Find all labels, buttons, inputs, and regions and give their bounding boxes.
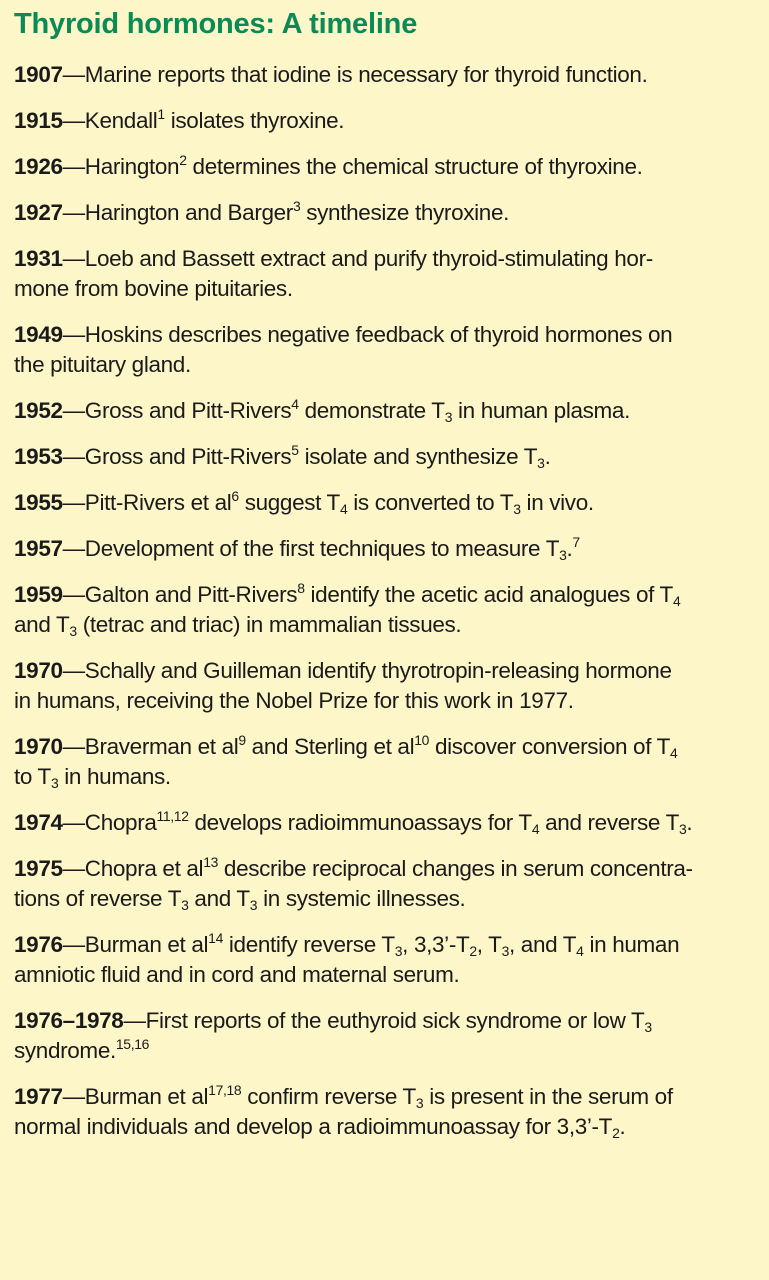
entry-year: 1976 — [14, 932, 63, 957]
entry-year: 1974 — [14, 810, 63, 835]
timeline-entry — [14, 656, 751, 716]
entry-text: —Burman et $al^{14}$ identify reverse $T_3$, $3,3’-T_2$, $T_3$, and $T_4$ in human amniotic fluid and in cord and maternal serum. — [14, 929, 680, 987]
entry-year: 1952 — [14, 398, 63, 423]
entry-year: 1970 — [14, 658, 63, 683]
entry-year: 1949 — [14, 322, 63, 347]
entry-text: —Harington$^2$ determines the chemical structure of thyroxine. — [62, 151, 643, 179]
entry-text: —Braverman et $al^9$ and Sterling et $al^{10}$ discover conversion of $T_4$ to $T_3$ in humans. — [14, 731, 678, 792]
timeline-entry — [14, 442, 751, 472]
timeline-entry — [14, 854, 751, 914]
timeline-entry — [14, 488, 751, 518]
timeline-entry — [14, 580, 751, 640]
timeline-entry — [14, 930, 751, 990]
entry-year: 1931 — [14, 246, 63, 271]
entry-year: 1907 — [14, 62, 63, 87]
entry-year: 1955 — [14, 490, 63, 515]
entry-year: 1953 — [14, 444, 63, 469]
entry-text: —Kendall$^1$ isolates thyroxine. — [62, 105, 345, 133]
timeline-list — [14, 60, 751, 1142]
timeline-entry — [14, 244, 751, 304]
entry-text: —Gross and Pitt-Rivers$^4$ demonstrate $T_3$ in human plasma. — [62, 395, 630, 426]
entry-year: 1957 — [14, 536, 63, 561]
entry-text: —Harington and Barger$^3$ synthesize thyroxine. — [62, 197, 510, 225]
entry-text: —Marine reports that iodine is necessary for thyroid function. — [62, 62, 648, 87]
entry-year: 1975 — [14, 856, 63, 881]
entry-text: —Schally and Guilleman identify thyrotropin-releasing hormone in humans, receiving the Nobel Prize for this work in 1977. — [14, 658, 672, 713]
timeline-entry — [14, 732, 751, 792]
entry-text: —Galton and Pitt-Rivers$^8$ identify the acetic acid analogues of $T_4$ and $T_3$ (tetrac and triac) in mammalian tissues. — [14, 579, 681, 640]
timeline-entry — [14, 198, 751, 228]
entry-text: —Development of the first techniques to measure $T_3.^7$ — [62, 533, 580, 564]
entry-text: —Gross and Pitt-Rivers$^5$ isolate and synthesize $T_3$. — [62, 441, 551, 472]
entry-year: 1927 — [14, 200, 63, 225]
timeline-entry — [14, 1006, 751, 1066]
timeline-entry — [14, 60, 751, 90]
entry-text: —Hoskins describes negative feedback of thyroid hormones on the pituitary gland. — [14, 322, 673, 377]
entry-text: —Burman et al$^{17,18}$ confirm reverse $T_3$ is present in the serum of normal individuals and develop a radioimmunoassay for $3,3’-T_2$. — [14, 1081, 673, 1142]
entry-year: 1915 — [14, 108, 63, 133]
page-title: Thyroid hormones: A timeline — [14, 8, 418, 40]
entry-text: —Pitt-Rivers et $al^6$ suggest $T_4$ is converted to $T_3$ in vivo. — [62, 487, 594, 518]
entry-text: —Loeb and Bassett extract and purify thyroid-stimulating hor- mone from bovine pituitaries. — [14, 246, 653, 301]
timeline-entry — [14, 396, 751, 426]
timeline-entry — [14, 152, 751, 182]
entry-year: 1959 — [14, 582, 63, 607]
timeline-entry — [14, 808, 751, 838]
timeline-entry — [14, 1082, 751, 1142]
entry-year: 1970 — [14, 734, 63, 759]
entry-year: 1926 — [14, 154, 63, 179]
timeline-entry — [14, 320, 751, 380]
entry-year: 1977 — [14, 1084, 63, 1109]
entry-text: —Chopra et $al^{13}$ describe reciprocal changes in serum concentra- tions of reverse $T_3$ and $T_3$ in systemic illnesses. — [14, 853, 693, 914]
entry-year: 1976–1978 — [14, 1008, 124, 1033]
timeline-entry — [14, 106, 751, 136]
entry-text: —First reports of the euthyroid sick syndrome or low $T_3$ syndrome.$^{15,16}$ — [14, 1008, 652, 1063]
timeline-entry — [14, 534, 751, 564]
entry-text: —Chopra$^{11,12}$ develops radioimmunoassays for $T_4$ and reverse $T_3$. — [62, 807, 693, 838]
